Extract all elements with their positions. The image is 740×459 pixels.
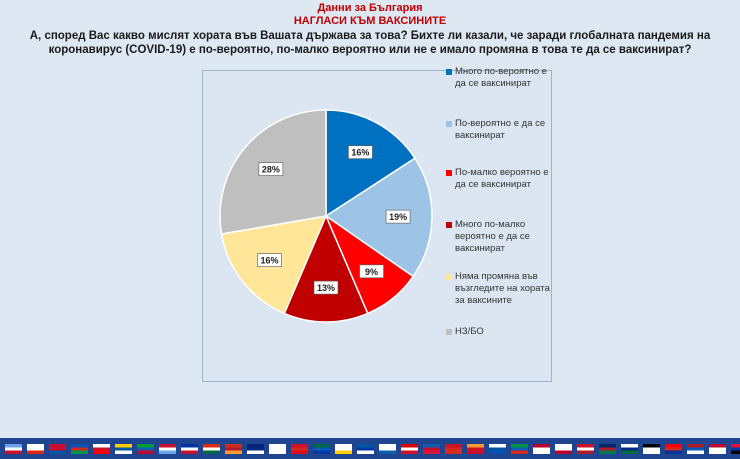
slice-label-1 — [348, 146, 372, 159]
country-title: Данни за България — [317, 2, 423, 14]
country-flag-icon — [731, 444, 740, 454]
legend-item-6 — [446, 326, 556, 338]
legend-item-5 — [446, 271, 556, 307]
legend-swatch — [446, 69, 452, 75]
country-flag-icon — [181, 444, 198, 454]
country-flag-icon — [643, 444, 660, 454]
svg-text:13%: 13% — [316, 283, 336, 294]
legend-label: По-вероятно е да се ваксинират — [455, 118, 546, 141]
svg-text:19%: 19% — [389, 212, 408, 223]
country-flag-icon — [357, 444, 374, 454]
survey-question: А, според Вас какво мислят хората във Вашата държава за това? Бихте ли казали, че заради глобалната пандемия на коронавирус (COVID-19) е по-вероятно, по-малко вероятно или не е имало промяна в това те да се ваксинират? — [29, 30, 711, 56]
slice-label-2 — [386, 210, 410, 223]
legend-item-4 — [446, 219, 556, 255]
header — [0, 0, 740, 57]
legend-label: По-малко вероятно е да се ваксинират — [455, 167, 549, 190]
legend-swatch — [446, 170, 452, 176]
country-flag-icon — [137, 444, 154, 454]
legend-swatch — [446, 121, 452, 127]
country-flag-icon — [423, 444, 440, 454]
country-flag-icon — [313, 444, 330, 454]
country-flag-icon — [665, 444, 682, 454]
legend-label: Много по-вероятно е да се ваксинират — [455, 66, 547, 89]
topic-title: НАГЛАСИ КЪМ ВАКСИНИТЕ — [293, 15, 447, 27]
country-flag-icon — [511, 444, 528, 454]
country-flag-icon — [269, 444, 286, 454]
legend-swatch — [446, 329, 452, 335]
country-flag-icon — [291, 444, 308, 454]
legend-label: Няма промяна във възгледите на хората за ваксините — [455, 271, 550, 306]
country-flag-icon — [577, 444, 594, 454]
country-flag-icon — [225, 444, 242, 454]
country-flag-icon — [555, 444, 572, 454]
svg-text:16%: 16% — [260, 255, 279, 266]
flags-strip — [0, 438, 740, 459]
slice-label-6 — [259, 163, 283, 176]
country-flag-icon — [203, 444, 220, 454]
slice-label-4 — [314, 281, 338, 294]
country-flag-icon — [445, 444, 462, 454]
country-flag-icon — [71, 444, 88, 454]
country-flag-icon — [467, 444, 484, 454]
svg-text:9%: 9% — [365, 266, 379, 277]
svg-text:28%: 28% — [261, 164, 280, 175]
legend-label: Много по-малко вероятно е да се ваксинират — [455, 219, 530, 254]
legend-item-2 — [446, 118, 556, 142]
legend-item-3 — [446, 167, 556, 191]
country-flag-icon — [599, 444, 616, 454]
legend-swatch — [446, 274, 452, 280]
country-flag-icon — [93, 444, 110, 454]
country-flag-icon — [533, 444, 550, 454]
country-flag-icon — [49, 444, 66, 454]
country-flag-icon — [335, 444, 352, 454]
country-flag-icon — [379, 444, 396, 454]
legend-swatch — [446, 222, 452, 228]
country-flag-icon — [159, 444, 176, 454]
country-flag-icon — [489, 444, 506, 454]
svg-text:16%: 16% — [351, 147, 370, 158]
slice-label-3 — [360, 265, 384, 278]
legend-item-1 — [446, 66, 556, 90]
country-flag-icon — [621, 444, 638, 454]
country-flag-icon — [5, 444, 22, 454]
country-flag-icon — [247, 444, 264, 454]
country-flag-icon — [115, 444, 132, 454]
country-flag-icon — [401, 444, 418, 454]
legend-label: НЗ/БО — [455, 326, 484, 337]
country-flag-icon — [687, 444, 704, 454]
slice-label-5 — [257, 254, 281, 267]
country-flag-icon — [709, 444, 726, 454]
country-flag-icon — [27, 444, 44, 454]
